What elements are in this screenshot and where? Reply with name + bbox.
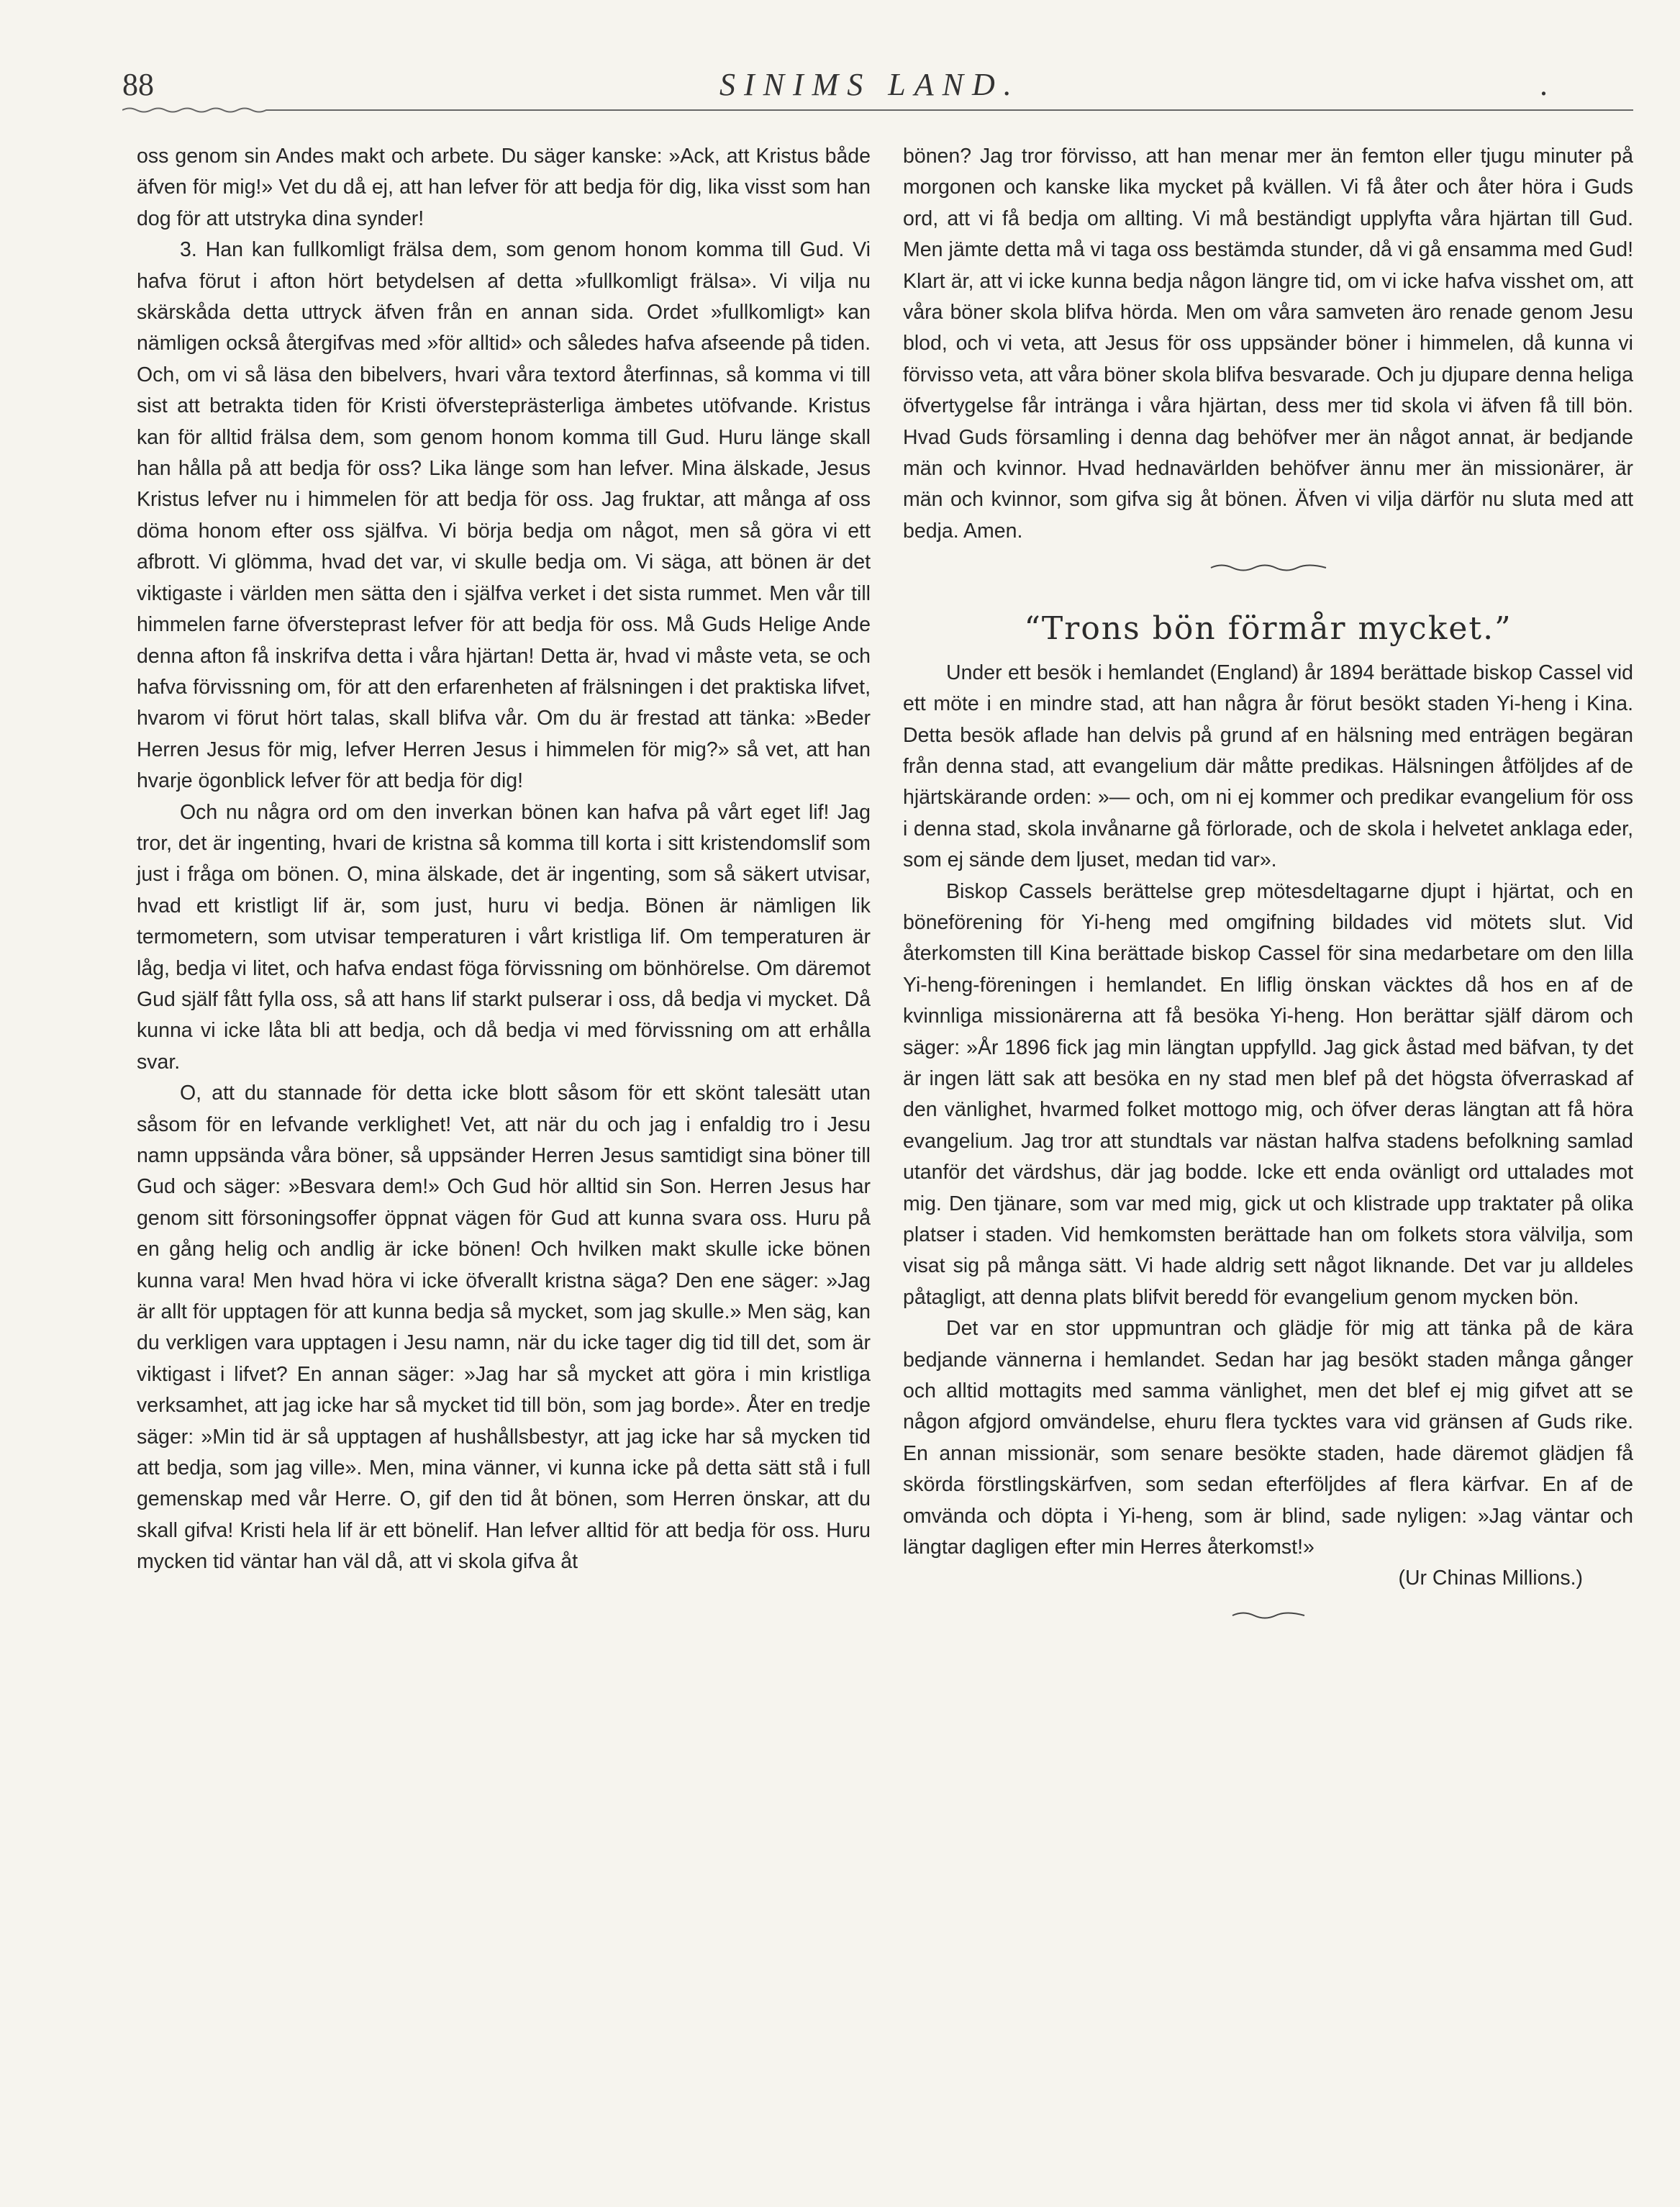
left-column: [137, 141, 871, 1578]
header-dot: .: [1540, 67, 1548, 102]
right-column: [903, 141, 1633, 1621]
article-paragraph-3: Det var en stor uppmuntran och glädje för mig att tänka på de kära bedjande vännerna i hemlandet. Sedan har jag besökt staden många gånger och alltid mottagits med samma vänlighet, men det blef ej mig gifvet att se någon afgjord omvändelse, ehuru flera tycktes vara vid gränsen af Guds rike. En annan missionär, som senare besökte staden, hade däremot glädjen få skörda förstlingskärfven, som sedan efterföljdes af flera kärfvar. En af de omvända och döpta i Yi-heng, som är blind, sade nyligen: »Jag väntar och längtar dagligen efter min Herres återkomst!»: [903, 1317, 1633, 1559]
left-paragraph-3: Och nu några ord om den inverkan bönen kan hafva på vårt eget lif! Jag tror, det är ingenting, hvari de kristna så komma till korta i sitt kristendomslif som just i fråga om bönen. O, mina älskade, det är ingenting, som så säkert utvisar, hvad ett kristligt lif är, som just, huru vi bedja. Bönen är nämligen lik termometern, som utvisar temperaturen i vårt kristliga lif. Om temperaturen är låg, bedja vi litet, och hafva endast föga förvissning om bönhörelse. Om däremot Gud själf fått fylla oss, så att hans lif starkt pulserar i oss, då bedja vi mycket. Då kunna vi icke låta bli att bedja, och då bedja vi med förvissning om att erhålla svar.: [137, 800, 871, 1074]
article-paragraph-1: Under ett besök i hemlandet (England) år 1894 berättade biskop Cassel vid ett möte i en mindre stad, att han några år förut besökt staden Yi-heng i Kina. Detta besök aflade han delvis på grund af en hälsning med enträgen begäran från denna stad, att evangelium där måtte predikas. Hälsningen åtföljdes af de hjärtskärande orden: »— och, om ni ej kommer och predikar evangelium för oss i denna stad, skola invånarne gå förlorade, och de skola i helvetet anklaga eder, som ej sände dem ljuset, medan tid var».: [903, 661, 1633, 872]
article-paragraph-2: Biskop Cassels berättelse grep mötesdeltagarne djupt i hjärtat, och en böneförening för Yi-heng med omgifning bildades vid mötets slut. Vid återkomsten till Kina berättade biskop Cassel för sina medarbetare om den lilla Yi-heng-föreningen i hemlandet. En liflig önskan väcktes då hos en af de kvinnliga missionärerna att få besöka Yi-heng. Hon berättar själf därom och säger: »År 1896 fick jag min längtan uppfylld. Jag gick åstad med bäfvan, ty det är ingen lätt sak att besöka en ny stad men blef på det högsta öfverraskad af den vänlighet, hvarmed folket mottogo mig, och öfver deras längtan att få höra evangelium. Jag tror att stundtals var nästan halfva stadens befolkning samlad utanför det värdshus, där jag bodde. Icke ett enda ovänligt ord uttalades mot mig. Den tjänare, som var med mig, gick ut och klistrade upp traktater på olika platser i staden. Vid hemkomsten berättade han om folkets stora välvilja, som visat sig på många sätt. Vi hade aldrig sett något liknande. Det var ju alldeles påtagligt, att denna plats blifvit beredd för evangelium genom mycken bön.: [903, 879, 1633, 1309]
end-ornament: [1207, 1610, 1330, 1621]
running-title: SINIMS LAND.: [719, 67, 1020, 102]
section-divider-ornament: [1207, 563, 1330, 573]
left-paragraph-1: oss genom sin Andes makt och arbete. Du säger kanske: »Ack, att Kristus både äfven för mig!» Vet du då ej, att han lefver för att bedja för dig, lika visst som han dog för att utstryka dina synder!: [137, 145, 871, 230]
article-title: “Trons bön förmår mycket.”: [1024, 610, 1512, 648]
left-paragraph-2: 3. Han kan fullkomligt frälsa dem, som genom honom komma till Gud. Vi hafva förut i afton hört betydelsen af detta »fullkomligt frälsa». Vi vilja nu skärskåda detta uttryck äfven från en annan sida. Ordet »fullkomligt» kan nämligen också återgifvas med »för alltid» och således hafva afseende på tiden. Och, om vi så läsa den bibelvers, hvari våra textord återfinnas, så komma vi till sist att betrakta tiden för Kristi öfversteprästerliga ämbetes utöfvande. Kristus kan för alltid frälsa dem, som genom honom komma till Gud. Huru länge skall han hålla på att bedja för oss? Lika länge som han lefver. Mina älskade, Jesus Kristus lefver nu i himmelen för att bedja för oss. Jag fruktar, att många af oss döma honom efter oss själfva. Vi börja bedja om något, men så göra vi ett afbrott. Vi glömma, hvad det var, vi skulle bedja om. Vi säga, att bönen är det viktigaste i världen men sätta den i själfva verket i det sista rummet. Men vår till himmelen farne öfversteprast lefver för att bedja för oss. Må Guds Helige Ande denna afton få inskrifva detta i våra hjärtan! Detta är, hvad vi måste veta, se och hafva förvissning om, för att den erfarenheten af frälsningen i det praktiska lifvet, hvarom vi förut hört talas, skall blifva vår. Om du är frestad att tänka: »Beder Herren Jesus för mig, lefver Herren Jesus i himmelen för mig?» så vet, att han hvarje ögonblick lefver för att bedja för dig!: [137, 238, 871, 793]
left-paragraph-4: O, att du stannade för detta icke blott såsom för ett skönt talesätt utan såsom för en lefvande verklighet! Vet, att när du och jag i enfaldig tro i Jesu namn uppsända våra böner, så uppsänder Herren Jesus samtidigt sina böner till Gud och säger: »Besvara dem!» Och Gud hör alltid sin Son. Herren Jesus har genom sitt försoningsoffer öppnat vägen för Gud att kunna svara oss. Huru på en gång helig och andlig är icke bönen! Och hvilken makt skulle icke bönen kunna vara! Men hvad höra vi icke öfverallt kristna säga? Den ene säger: »Jag är allt för upptagen för att kunna bedja så mycket, som jag skulle.» Men säg, kan du verkligen vara upptagen i Jesu namn, när du icke tager dig tid till det, som är viktigast i lifvet? En annan säger: »Jag har så mycket att göra i min kristliga verksamhet, att jag icke har så mycket tid till bön, som jag borde». Åter en tredje säger: »Min tid är så upptagen af hushållsbestyr, att jag icke har så mycken tid att bedja, som jag ville». Men, mina vänner, vi kunna icke på detta sätt stå i full gemenskap med vår Herre. O, gif den tid åt bönen, som Herren önskar, att du skall gifva! Kristi hela lif är ett bönelif. Han lefver alltid för att bedja för oss. Huru mycken tid väntar han väl då, att vi skola gifva åt: [137, 1082, 871, 1574]
page-header: [122, 66, 1633, 109]
header-rule: [122, 107, 1633, 114]
page-number: 88: [122, 67, 154, 102]
article-source: (Ur Chinas Millions.): [1398, 1567, 1583, 1590]
right-paragraph-1: bönen? Jag tror förvisso, att han menar mer än femton eller tjugu minuter på morgonen och kanske lika mycket på kvällen. Vi få åter och åter höra i Guds ord, att vi få bedja om allting. Vi må beständigt upplyfta våra hjärtan till Gud. Men jämte detta må vi taga oss bestämda stunder, då vi gå ensamma med Gud! Klart är, att vi icke kunna bedja någon längre tid, om vi icke hafva visshet om, att våra böner skola blifva hörda. Men om våra samveten äro renade genom Jesu blod, och vi veta, att Jesus för oss uppsänder böner i himmelen, då kunna vi förvisso veta, att våra böner skola blifva besvarade. Och ju djupare denna heliga öfvertygelse får intränga i våra hjärtan, dess mer tid skola vi äfven få till bön. Hvad Guds församling i denna dag behöfver mer än något annat, är bedjande män och kvinnor. Hvad hednavärlden behöfver ännu mer än missionärer, är män och kvinnor, som gifva sig åt bönen. Äfven vi vilja därför nu sluta med att bedja. Amen.: [903, 145, 1633, 543]
